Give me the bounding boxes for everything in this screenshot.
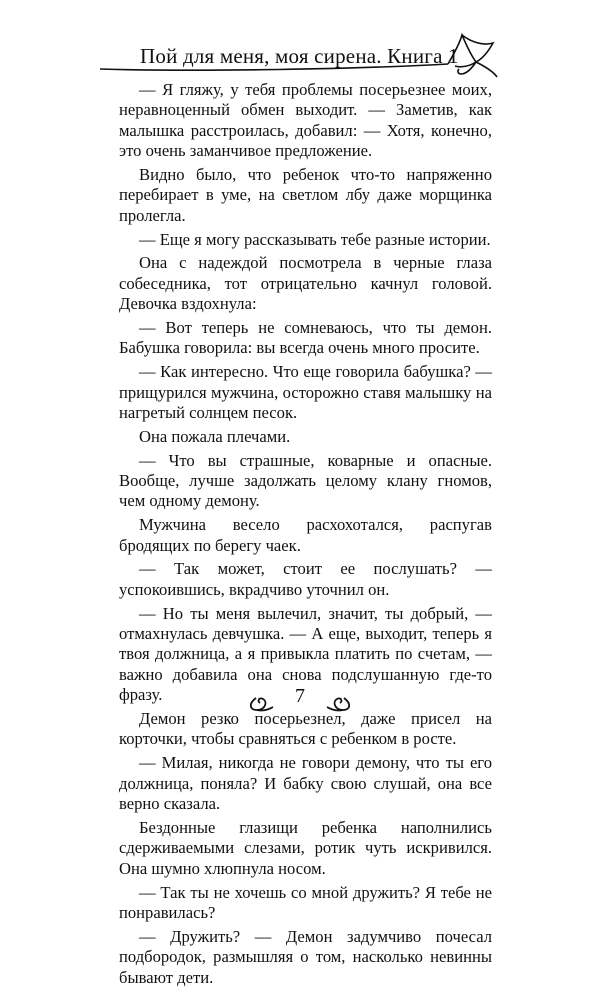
paragraph: — Так ты не хочешь со мной дружить? Я тебе не понравилась?: [119, 882, 492, 922]
paragraph: — Я гляжу, у тебя проблемы посерьезнее моих, неравноценный обмен выходит. — Заметив, как малышка расстроилась, добавил: — Хотя, конечно, это очень заманчивое предложение.: [119, 80, 492, 161]
swirl-ornament-icon: [327, 698, 349, 710]
paragraph: — Милая, никогда не говори демону, что ты его должница, поняла? И бабку свою слушай, она все верно сказала.: [119, 753, 492, 814]
page-number: 7: [295, 685, 305, 707]
paragraph: Мужчина весело расхохотался, распугав бродящих по берегу чаек.: [119, 515, 492, 555]
paragraph: — Дружить? — Демон задумчиво почесал подбородок, размышляя о том, насколько невинны бывают дети.: [119, 926, 492, 987]
paragraph: — Но ты меня вылечил, значит, ты добрый, — отмахнулась девчушка. — А еще, выходит, теперь я твоя должница, а я привыкла платить по счетам, — важно добавила она снова подслушанную где-то фразу.: [119, 603, 492, 705]
page-body: [119, 80, 492, 988]
swirl-ornament-icon: [251, 698, 273, 710]
paragraph: Она пожала плечами.: [139, 426, 291, 446]
paragraph: — Как интересно. Что еще говорила бабушка? — прищурился мужчина, осторожно ставя малышку на нагретый солнцем песок.: [119, 362, 492, 423]
page-footer: [0, 680, 600, 720]
paragraph: Бездонные глазищи ребенка наполнились сдерживаемыми слезами, ротик чуть искривился. Она шумно хлюпнула носом.: [119, 817, 492, 878]
paragraph: — Что вы страшные, коварные и опасные. Вообще, лучше задолжать целому клану гномов, чем одному демону.: [119, 450, 492, 511]
paragraph: Она с надеждой посмотрела в черные глаза собеседника, тот отрицательно качнул головой. Девочка вздохнула:: [119, 253, 492, 314]
paragraph: — Вот теперь не сомневаюсь, что ты демон. Бабушка говорила: вы всегда очень много просите.: [119, 318, 492, 358]
book-title: Пой для меня, моя сирена. Книга 1: [140, 44, 459, 68]
paragraph: — Еще я могу рассказывать тебе разные истории.: [139, 229, 491, 249]
paragraph: — Так может, стоит ее послушать? — успокоившись, вкрадчиво уточнил он.: [119, 559, 492, 599]
paragraph: Демон резко посерьезнел, даже присел на корточки, чтобы сравняться с ребенком в росте.: [119, 709, 492, 749]
paragraph: Видно было, что ребенок что-то напряженно перебирает в уме, на светлом лбу даже морщинка пролегла.: [119, 165, 492, 225]
